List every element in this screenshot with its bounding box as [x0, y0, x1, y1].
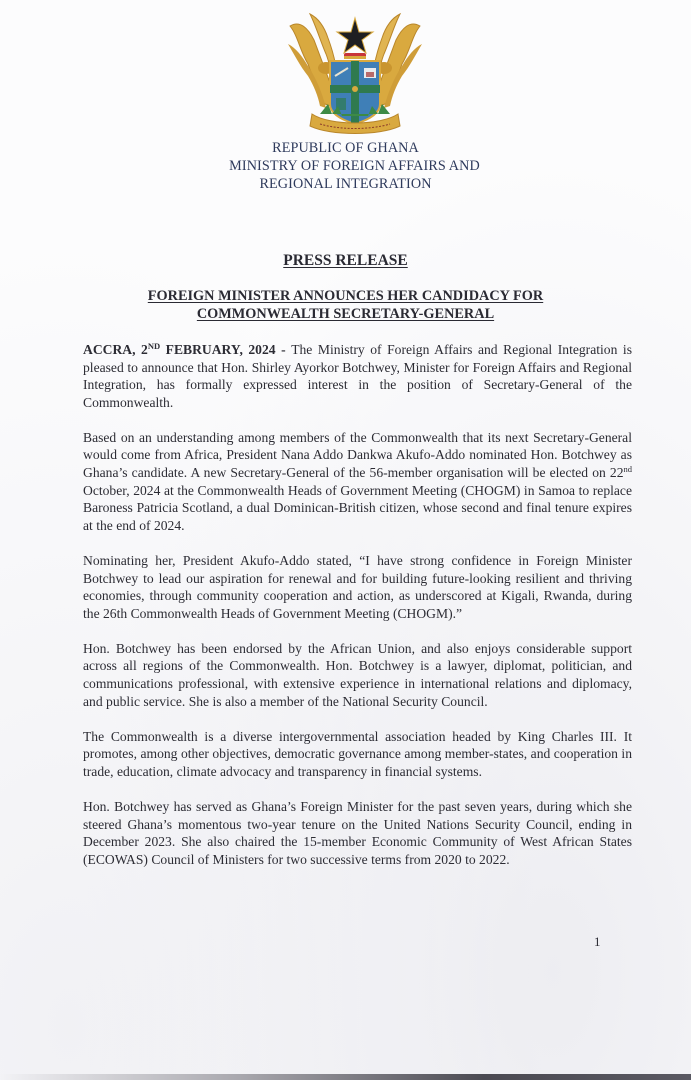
paragraph-commonwealth-description: The Commonwealth is a diverse intergovernmental association headed by King Charles III. It promotes, among other objectives, democratic governance among member-states, and cooperation in trade, education, climate advocacy and transparency in financial systems. [83, 728, 632, 779]
ministry-name-line2: REGIONAL INTEGRATION [259, 176, 432, 192]
black-star-icon [337, 18, 373, 53]
paragraph-announcement: ACCRA, 2ND FEBRUARY, 2024 - The Ministry of Foreign Affairs and Regional Integration is pleased to announce that Hon. Shirley Ayorkor Botchwey, Minister for Foreign Affairs and Regional Integration, has formally expressed interest in the position of Secretary-General of the Commonwealth. [83, 341, 632, 410]
paragraph-career-record: Hon. Botchwey has served as Ghana’s Foreign Minister for the past seven years, during which she steered Ghana’s momentous two-year tenure on the United Nations Security Council, ending in December 2023. She also chaired the 15-member Economic Community of West African States (ECOWAS) Council of Ministers for two successive terms from 2020 to 2022. [83, 798, 632, 867]
headline-line1: FOREIGN MINISTER ANNOUNCES HER CANDIDACY FOR [147, 288, 544, 304]
country-name: REPUBLIC OF GHANA [272, 140, 419, 156]
page-bottom-shadow [0, 1074, 691, 1080]
ghana-coat-of-arms-icon [280, 6, 430, 138]
page-number: 1 [594, 934, 601, 949]
press-release-headline [0, 288, 691, 323]
paragraph-endorsement: Hon. Botchwey has been endorsed by the African Union, and also enjoys considerable support across all regions of the Commonwealth. Hon. Botchwey is a lawyer, diplomat, politician, and communications professional, with extensive experience in international relations and diplomacy, and public service. She is also a member of the National Security Council. [83, 640, 632, 709]
ministry-name-line1: MINISTRY OF FOREIGN AFFAIRS AND [229, 158, 480, 174]
paragraph-president-quote: Nominating her, President Akufo-Addo stated, “I have strong confidence in Foreign Minister Botchwey to lead our aspiration for renewal and for building future-looking resilient and thriving economies, through community cooperation and action, as underscored at Kigali, Rwanda, during the 26th Commonwealth Heads of Government Meeting (CHOGM).” [83, 552, 632, 621]
paragraph-nomination: Based on an understanding among members of the Commonwealth that its next Secretary-General would come from Africa, President Nana Addo Dankwa Akufo-Addo nominated Hon. Botchwey as Ghana’s candidate. A new Secretary-General of the 56-member organisation will be elected on 22nd October, 2024 at the Commonwealth Heads of Government Meeting (CHOGM) in Samoa to replace Baroness Patricia Scotland, a dual Dominican-British citizen, whose second and final tenure expires at the end of 2024. [83, 429, 632, 533]
dateline: ACCRA, 2ND FEBRUARY, 2024 - [83, 341, 292, 357]
letterhead [0, 139, 691, 193]
press-release-body [83, 341, 632, 886]
headline-line2: COMMONWEALTH SECRETARY-GENERAL [196, 305, 495, 322]
document-type-heading: PRESS RELEASE [283, 252, 408, 269]
